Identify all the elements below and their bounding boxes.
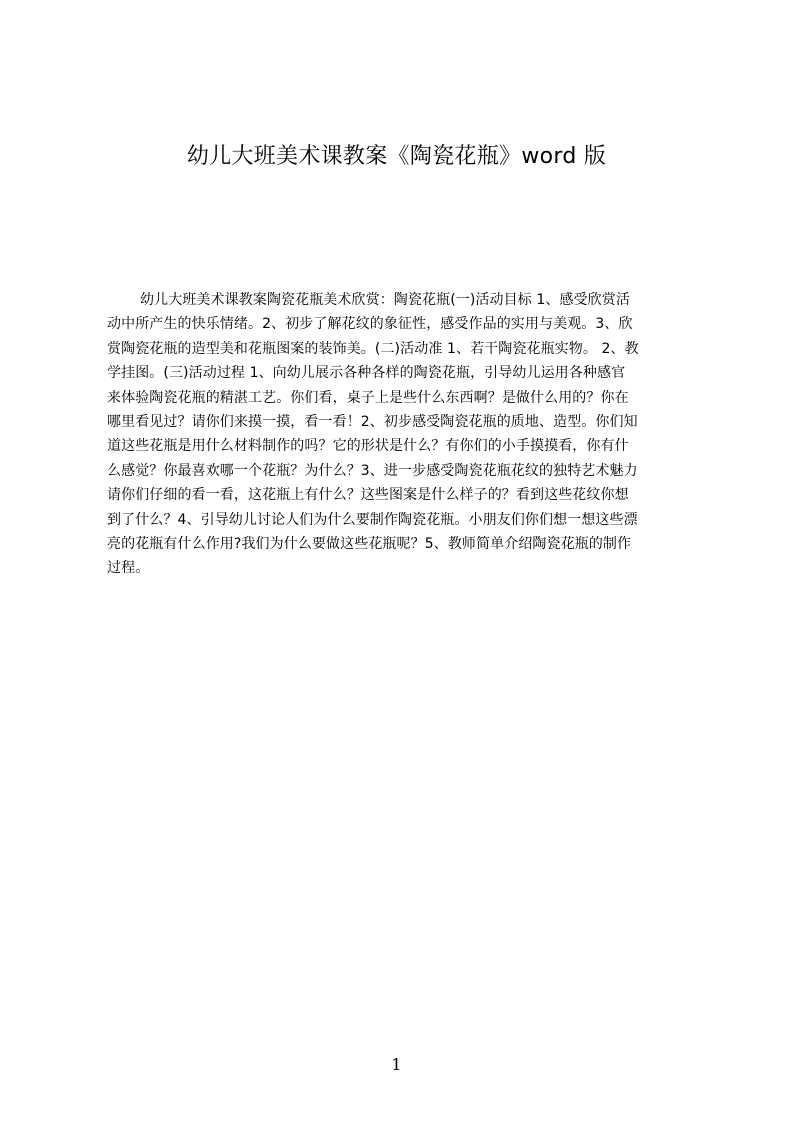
document-title: 幼儿大班美术课教案《陶瓷花瓶》word 版 <box>186 144 607 169</box>
body-line: 哪里看见过？请你们来摸一摸，看一看！2、初步感受陶瓷花瓶的质地、造型。你们知 <box>107 413 638 430</box>
body-line: 么感觉？你最喜欢哪一个花瓶？为什么？3、进一步感受陶瓷花瓶花纹的独特艺术魅力 <box>107 462 638 479</box>
body-line: 赏陶瓷花瓶的造型美和花瓶图案的装饰美。(二)活动准 1、若干陶瓷花瓶实物。 2、教 <box>107 340 639 357</box>
page-number: 1 <box>391 1055 402 1074</box>
document-body <box>107 288 698 581</box>
body-line: 亮的花瓶有什么作用?我们为什么要做这些花瓶呢？5、教师简单介绍陶瓷花瓶的制作 <box>107 535 632 552</box>
body-line: 动中所产生的快乐情绪。2、初步了解花纹的象征性，感受作品的实用与美观。3、欣 <box>107 316 633 333</box>
body-line: 到了什么？4、引导幼儿讨论人们为什么要制作陶瓷花瓶。小朋友们你们想一想这些漂 <box>107 511 638 528</box>
body-line: 请你们仔细的看一看，这花瓶上有什么？这些图案是什么样子的？看到这些花纹你想 <box>107 487 629 504</box>
body-line: 道这些花瓶是用什么材料制作的吗？它的形状是什么？有你们的小手摸摸看，你有什 <box>107 438 629 455</box>
body-line: 幼儿大班美术课教案陶瓷花瓶美术欣赏：陶瓷花瓶(一)活动目标 1、感受欣赏活 <box>140 292 630 308</box>
body-line: 学挂图。(三)活动过程 1、向幼儿展示各种各样的陶瓷花瓶，引导幼儿运用各种感官 <box>107 365 626 382</box>
body-line: 过程。 <box>107 560 150 577</box>
body-line: 来体验陶瓷花瓶的精湛工艺。你们看，桌子上是些什么东西啊？是做什么用的？你在 <box>107 389 629 406</box>
